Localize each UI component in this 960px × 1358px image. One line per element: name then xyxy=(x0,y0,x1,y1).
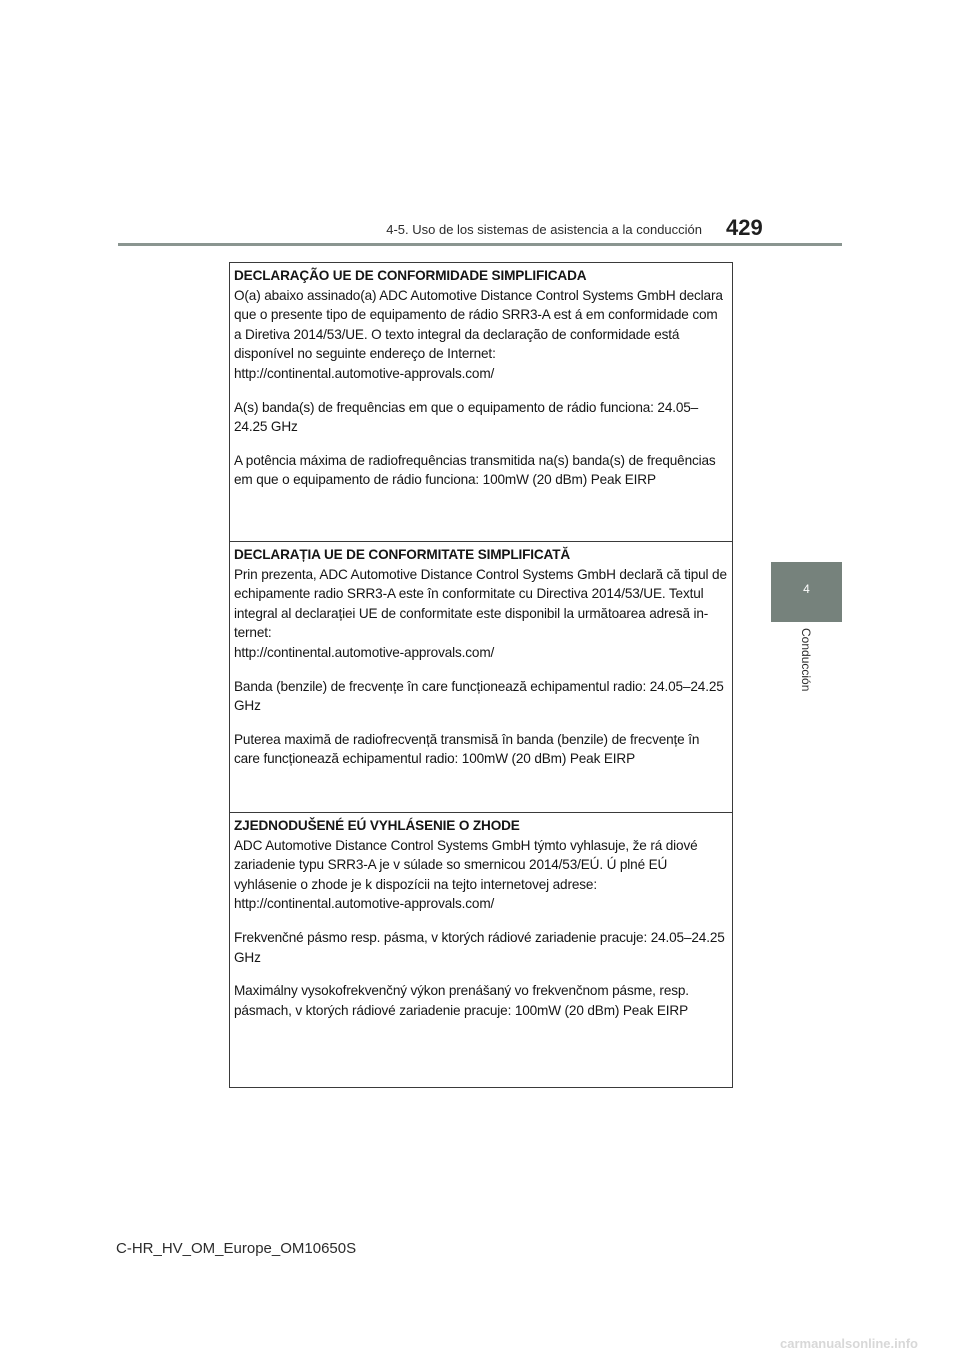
declaration-url: http://continental.automotive-approvals.com/ xyxy=(234,644,495,660)
declaration-frequency-band: Banda (benzile) de frecvențe în care funcționează echipamentul radio: 24.05–24.25 GHz xyxy=(234,678,724,714)
declaration-heading: ZJEDNODUŠENÉ EÚ VYHLÁSENIE O ZHODE xyxy=(234,818,520,833)
declaration-body: Prin prezenta, ADC Automotive Distance Control Systems GmbH declară că tipul de echipamente radio SRR3-A este în conformitate cu Directiva 2014/53/UE. Textul integral al declarației UE de conformitate este disponibil la următoarea adresă in-ternet: xyxy=(234,566,727,641)
declaration-max-power: Puterea maximă de radiofrecvență transmisă în banda (benzile) de frecvențe în care funcționează echipamentul radio: 100mW (20 dBm) Peak EIRP xyxy=(234,731,700,767)
chapter-side-label-box xyxy=(771,628,842,706)
declaration-portuguese xyxy=(230,263,732,541)
page-number: 429 xyxy=(726,215,763,240)
declaration-box xyxy=(229,262,733,1088)
declaration-body: ADC Automotive Distance Control Systems GmbH týmto vyhlasuje, že rá diové zariadenie typu SRR3-A je v súlade so smernicou 2014/53/EÚ. Ú plné EÚ vyhlásenie o zhode je k dispozícii na tejto internetovej adrese: xyxy=(234,837,698,892)
declaration-url: http://continental.automotive-approvals.com/ xyxy=(234,365,495,381)
declaration-heading: DECLARAÇÃO UE DE CONFORMIDADE SIMPLIFICADA xyxy=(234,268,587,283)
document-code: C-HR_HV_OM_Europe_OM10650S xyxy=(116,1240,357,1257)
declaration-max-power: A potência máxima de radiofrequências transmitida na(s) banda(s) de frequências em que o equipamento de rádio funciona: 100mW (20 dBm) Peak EIRP xyxy=(234,452,716,488)
declaration-slovak xyxy=(230,812,732,1088)
declaration-frequency-band: Frekvenčné pásmo resp. pásma, v ktorých rádiové zariadenie pracuje: 24.05–24.25 GHz xyxy=(234,929,725,965)
header-divider xyxy=(118,243,842,246)
site-watermark: carmanualsonline.info xyxy=(780,1336,918,1351)
chapter-label: Conducción xyxy=(799,628,813,692)
declaration-frequency-band: A(s) banda(s) de frequências em que o equipamento de rádio funciona: 24.05–24.25 GHz xyxy=(234,399,699,435)
declaration-url: http://continental.automotive-approvals.com/ xyxy=(234,896,495,912)
declaration-heading: DECLARAȚIA UE DE CONFORMITATE SIMPLIFICATĂ xyxy=(234,547,571,562)
chapter-number: 4 xyxy=(803,582,810,596)
declaration-body: O(a) abaixo assinado(a) ADC Automotive Distance Control Systems GmbH declara que o presente tipo de equipamento de rádio SRR3-A est á em conformidade com a Diretiva 2014/53/UE. O texto integral da declaração de conformidade está disponível no seguinte endereço de Internet: xyxy=(234,287,723,362)
declaration-romanian xyxy=(230,541,732,812)
declaration-max-power: Maximálny vysokofrekvenčný výkon prenášaný vo frekvenčnom pásme, resp. pásmach, v ktorých rádiové zariadenie pracuje: 100mW (20 dBm) Peak EIRP xyxy=(234,983,689,1018)
section-title: 4-5. Uso de los sistemas de asistencia a la conducción xyxy=(386,222,702,237)
